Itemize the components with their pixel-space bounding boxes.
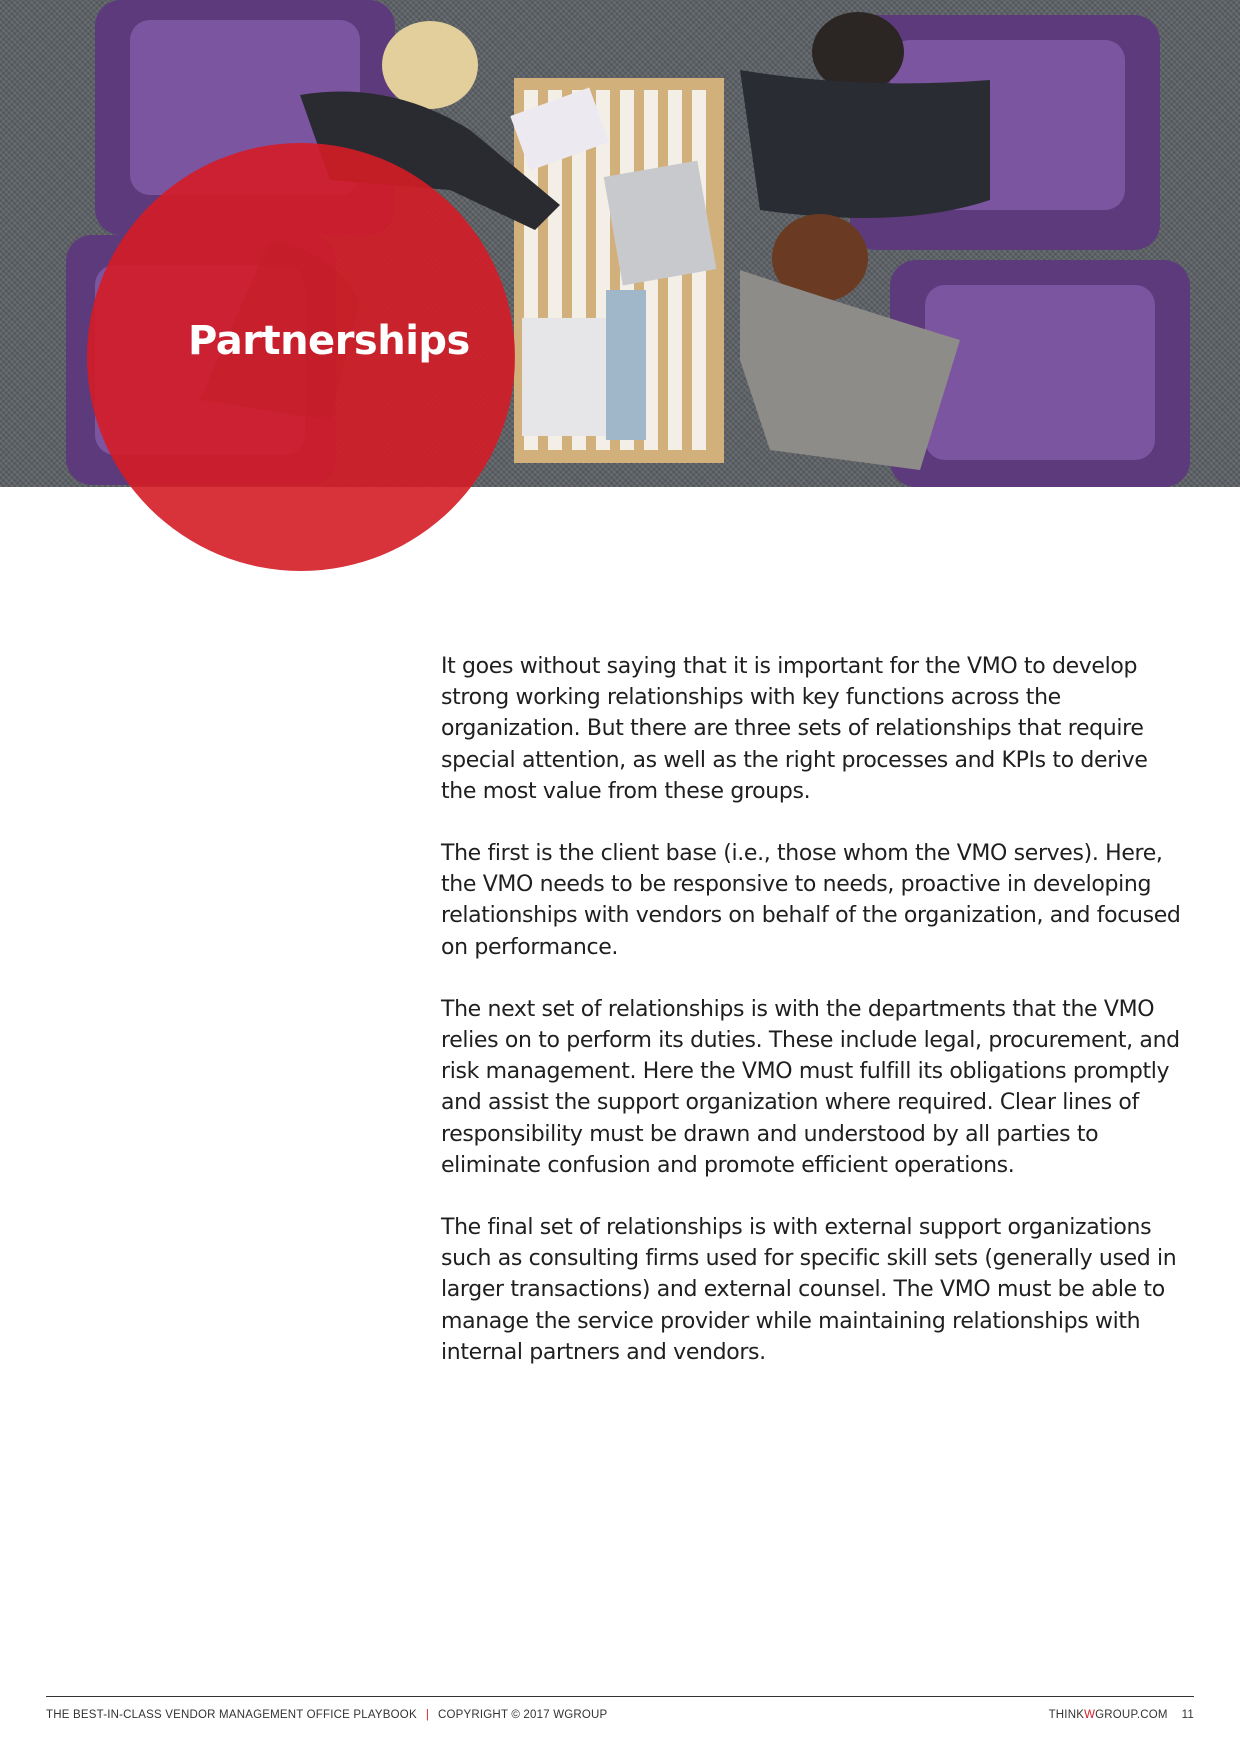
footer-site-link[interactable] — [1049, 1709, 1168, 1721]
paragraph: It goes without saying that it is important for the VMO to develop strong working relationships with key functions across the organization. But there are three sets of relationships that require special attention, as well as the right processes and KPIs to derive the most value from these groups. — [441, 654, 1148, 804]
footer-divider — [46, 1696, 1194, 1697]
body-text — [441, 651, 1181, 1399]
paragraph: The final set of relationships is with external support organizations such as consulting firms used for specific skill sets (generally used in larger transactions) and external counsel. The VMO must be able to manage the service provider while maintaining relationships with internal partners and vendors. — [441, 1215, 1177, 1365]
page-title: Partnerships — [188, 318, 470, 364]
page-number: 11 — [1181, 1709, 1194, 1721]
footer-site-accent: W — [1084, 1709, 1096, 1721]
footer-copyright: COPYRIGHT © 2017 WGROUP — [438, 1709, 608, 1721]
paragraph: The first is the client base (i.e., those whom the VMO serves). Here, the VMO needs to be responsive to needs, proactive in developing relationships with vendors on behalf of the organization, and focused on performance. — [441, 841, 1181, 960]
footer-separator: | — [425, 1709, 429, 1721]
footer-left — [46, 1709, 607, 1721]
footer-right — [1049, 1709, 1194, 1721]
footer-site-prefix: THINK — [1048, 1709, 1085, 1721]
page-footer — [46, 1709, 1194, 1725]
paragraph: The next set of relationships is with the departments that the VMO relies on to perform its duties. These include legal, procurement, and risk management. Here the VMO must fulfill its obligations promptly and assist the support organization where required. Clear lines of responsibility must be drawn and understood by all parties to eliminate confusion and promote efficient operations. — [441, 996, 1180, 1178]
footer-site-suffix: GROUP.COM — [1095, 1709, 1168, 1721]
footer-publication: THE BEST-IN-CLASS VENDOR MANAGEMENT OFFICE PLAYBOOK — [46, 1709, 417, 1721]
